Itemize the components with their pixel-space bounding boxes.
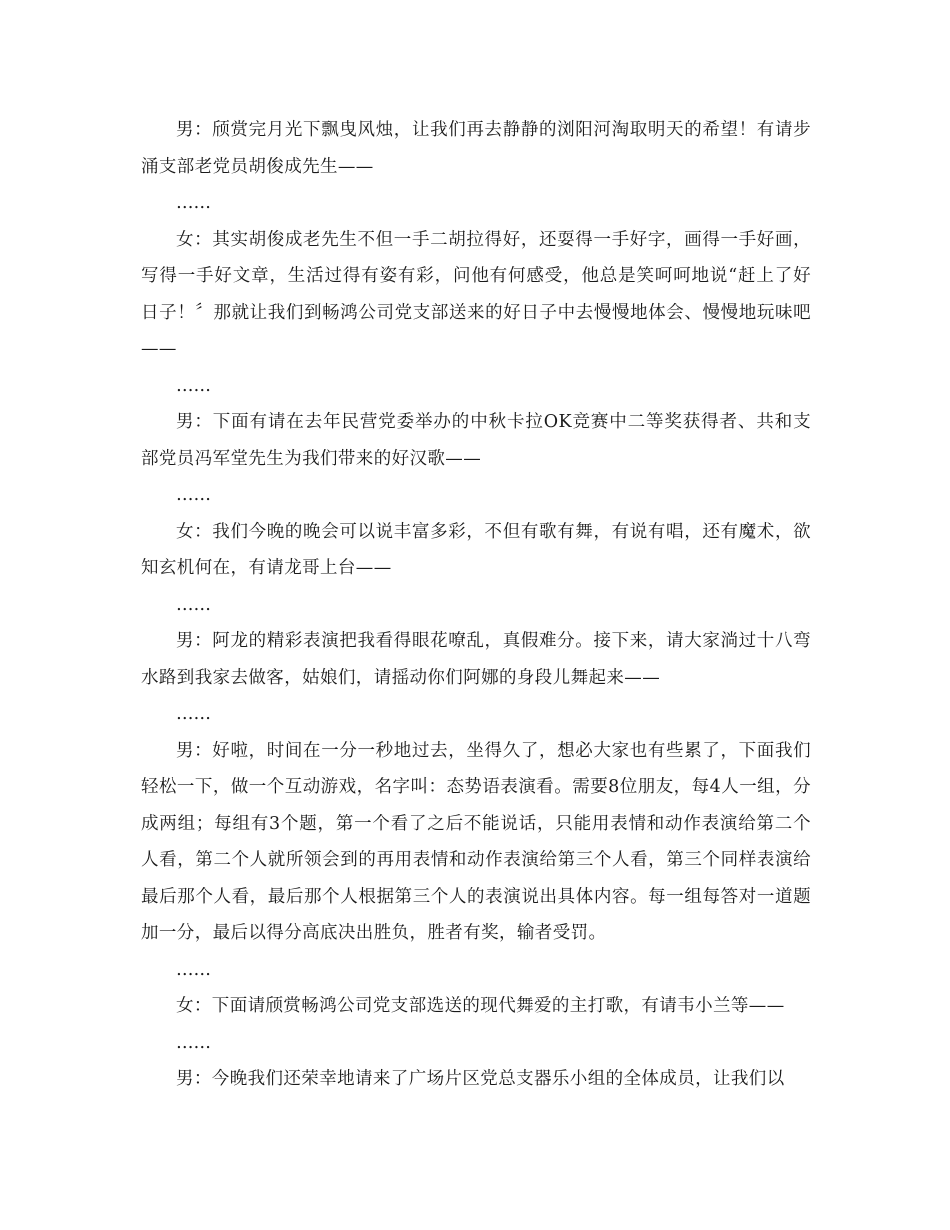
ellipsis-line: …… — [176, 594, 211, 615]
paragraph: 女：我们今晚的晚会可以说丰富多彩，不但有歌有舞，有说有唱，还有魔术，欲知玄机何在，有请龙哥上台—— — [141, 521, 811, 578]
ellipsis-line: …… — [176, 193, 211, 213]
paragraph: 男：颀赏完月光下飘曳风烛，让我们再去静静的浏阳河淘取明天的希望！有请步涌支部老党员胡俊成先生—— — [141, 120, 811, 177]
paragraph: 男：下面有请在去年民营党委举办的中秋卡拉OK竞赛中二等奖获得者、共和支部党员冯军堂先生为我们带来的好汉歌—— — [141, 412, 811, 469]
ellipsis-line: …… — [176, 704, 211, 724]
paragraph: 男：好啦，时间在一分一秒地过去，坐得久了，想必大家也有些累了，下面我们轻松一下，做一个互动游戏，名字叫：态势语表演看。需要8位朋友，每4人一组，分成两组；每组有3个题，第一个看了之后不能说话，只能用表情和动作表演给第二个人看，第二个人就所领会到的再用表情和动作表演给第三个人看，第三个同样表演给最后那个人看，最后那个人根据第三个人的表演说出具体内容。每一组每答对一道题加一分，最后以得分高底决出胜负，胜者有奖，输者受罚。 — [141, 740, 811, 943]
ellipsis-line: …… — [176, 485, 211, 505]
paragraph: 女：下面请颀赏畅鸿公司党支部选送的现代舞爱的主打歌，有请韦小兰等—— — [176, 996, 785, 1016]
document-body — [141, 112, 811, 1098]
paragraph: 女：其实胡俊成老先生不但一手二胡拉得好，还耍得一手好字，画得一手好画，写得一手好文章，生活过得有姿有彩，问他有何感受，他总是笑呵呵地说“赶上了好日子！〞那就让我们到畅鸿公司党支部送来的好日子中去慢慢地体会、慢慢地玩味吧—— — [141, 229, 811, 359]
ellipsis-line: …… — [176, 959, 211, 980]
ellipsis-line: …… — [176, 375, 211, 396]
paragraph: 男：今晚我们还荣幸地请来了广场片区党总支器乐小组的全体成员，让我们以 — [176, 1069, 785, 1089]
paragraph: 男：阿龙的精彩表演把我看得眼花嘹乱，真假难分。接下来，请大家淌过十八弯水路到我家去做客，姑娘们，请摇动你们阿娜的身段儿舞起来—— — [141, 631, 811, 688]
ellipsis-line: …… — [176, 1032, 211, 1053]
